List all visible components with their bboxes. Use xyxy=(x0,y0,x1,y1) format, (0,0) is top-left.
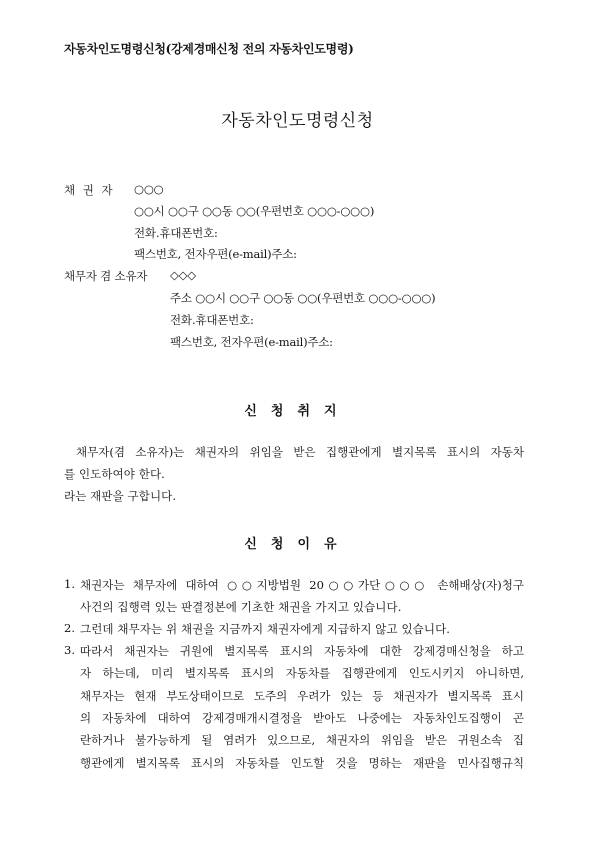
creditor-label: 채 권 자 xyxy=(64,183,115,197)
purpose-line: 를 인도하여야 한다. xyxy=(64,467,165,481)
debtor-name: ◇◇◇ xyxy=(170,268,196,282)
reason-line: 행관에게 별지목록 표시의 자동차를 인도할 것을 명하는 재판을 민사집행규칙 xyxy=(80,756,524,770)
debtor-fax: 팩스번호, 전자우편(e-mail)주소: xyxy=(170,335,333,349)
purpose-heading: 신청취지 xyxy=(244,404,351,419)
reason-number: 2. xyxy=(64,621,76,635)
reason-number: 1. xyxy=(64,577,76,591)
purpose-line: 라는 재판을 구합니다. xyxy=(64,489,177,503)
document-header: 자동차인도명령신청(강제경매신청 전의 자동차인도명령) xyxy=(64,42,354,56)
reason-line: 그런데 채무자는 위 채권을 지금까지 채권자에게 지급하지 않고 있습니다. xyxy=(80,622,451,636)
reason-line: 채권자는 채무자에 대하여 ○○지방법원 20○○가단○○○ 손해배상(자)청구 xyxy=(80,578,524,592)
reason-line: 사건의 집행력 있는 판결정본에 기초한 채권을 가지고 있습니다. xyxy=(80,600,402,614)
purpose-line: 채무자(겸 소유자)는 채권자의 위임을 받은 집행관에게 별지목록 표시의 자동차 xyxy=(76,445,524,459)
debtor-phone: 전화․휴대폰번호: xyxy=(170,313,254,327)
creditor-address: ○○시 ○○구 ○○동 ○○(우편번호 ○○○-○○○) xyxy=(134,204,375,218)
reason-line: 자 하는데, 미리 별지목록 표시의 자동차를 집행관에게 인도시키지 아니하면, xyxy=(80,666,524,680)
creditor-phone: 전화․휴대폰번호: xyxy=(134,226,218,240)
creditor-fax: 팩스번호, 전자우편(e-mail)주소: xyxy=(134,247,297,261)
reason-line: 란하거나 불가능하게 될 염려가 있으므로, 채권자의 위임을 받은 귀원소속 집 xyxy=(80,733,524,747)
reasons-heading: 신청이유 xyxy=(244,537,351,552)
creditor-name: ○○○ xyxy=(134,182,164,196)
reason-line: 의 자동차에 대하여 강제경매개시결정을 받아도 나중에는 자동차인도집행이 곤 xyxy=(80,711,524,725)
reason-number: 3. xyxy=(64,643,76,657)
reason-line: 따라서 채권자는 귀원에 별지목록 표시의 자동차에 대한 강제경매신청을 하고 xyxy=(80,644,524,658)
document-title: 자동차인도명령신청 xyxy=(221,111,374,131)
debtor-label: 채무자 겸 소유자 xyxy=(64,269,148,283)
reason-line: 채무자는 현재 부도상태이므로 도주의 우려가 있는 등 채권자가 별지목록 표시 xyxy=(80,689,524,703)
debtor-address: 주소 ○○시 ○○구 ○○동 ○○(우편번호 ○○○-○○○) xyxy=(170,291,436,305)
